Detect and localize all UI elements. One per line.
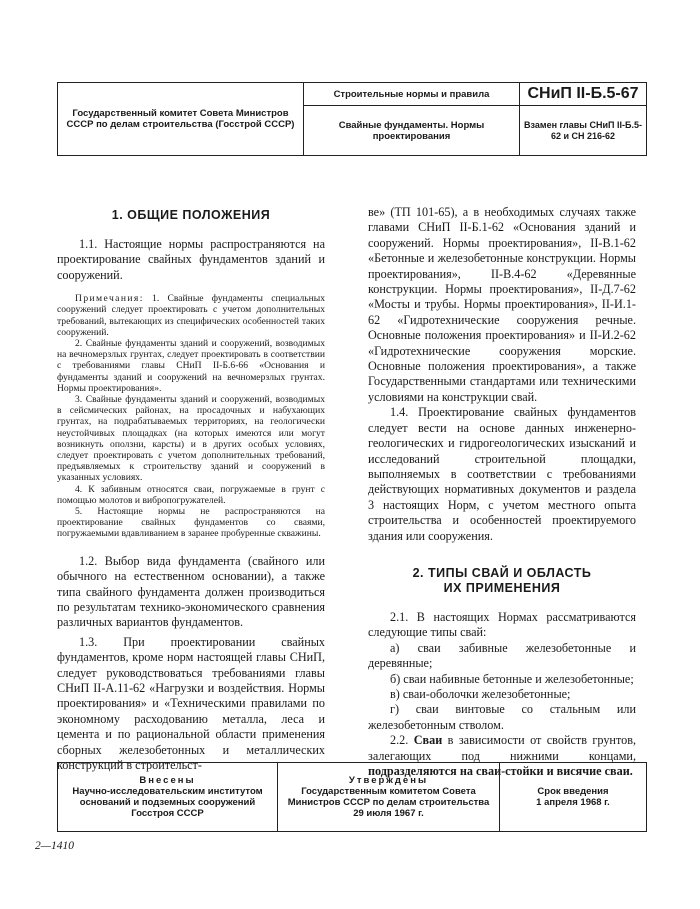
section-2-title <box>368 566 636 596</box>
list-item-a: а) сваи забивные железобетонные и деревянные; <box>368 640 636 671</box>
submitted-block <box>58 763 278 831</box>
document-title: Свайные фундаменты. Нормы проектирования <box>338 119 485 142</box>
section-2-title-line-1: 2. ТИПЫ СВАЙ И ОБЛАСТЬ <box>412 565 592 580</box>
approved-label: Утверждены <box>348 775 429 786</box>
page-code: 2—1410 <box>35 840 74 852</box>
p2-2-bold-end: подразделяются на сваи-стойки и висячие сваи. <box>368 764 633 778</box>
p2-2-number: 2.2. <box>390 733 414 748</box>
paragraph-1-3: 1.3. При проектировании свайных фундаментов, кроме норм настоящей главы СНиП, следует руководствоваться требованиями главы СНиП II-А.11-62 «Нагрузки и воздействия. Нормы проектирования» и «Техническими правилами по экономному расходованию металла, леса и цемента и по рациональной области применения сборных железобетонных и металлических конструкций в строительст- <box>57 634 325 772</box>
header-middle <box>304 83 520 155</box>
effective-label: Срок введения <box>537 786 609 797</box>
approved-by: Государственным комитетом Совета Министров СССР по делам строительства 29 июля 1967 г. <box>287 786 490 819</box>
submitted-by: Научно-исследовательским институтом оснований и подземных сооружений Госстроя СССР <box>72 786 263 819</box>
effective-date: 1 апреля 1968 г. <box>536 797 610 808</box>
section-2-title-line-2: ИХ ПРИМЕНЕНИЯ <box>443 580 561 595</box>
note-1 <box>57 293 325 338</box>
note-2: 2. Свайные фундаменты зданий и сооружений, возводимых на вечномерзлых грунтах, следует проектировать в соответствии с требованиями главы СНиП II-Б.6-66 «Основания и фундаменты зданий и сооружений на вечномерзлых грунтах. Нормы проектирования». <box>57 338 325 394</box>
notes-block <box>57 293 325 539</box>
note-1-text: 1. Свайные фундаменты специальных сооружений следует проектировать с учетом дополнительных требований, вытекающих из специфических особенностей таких сооружений. <box>57 293 325 338</box>
list-item-c: в) сваи-оболочки железобетонные; <box>390 686 571 701</box>
note-4: 4. К забивным относятся сваи, погружаемые в грунт с помощью молотов и вибропогружателей. <box>57 483 325 506</box>
notes-label: Примечания: <box>75 293 144 305</box>
paragraph-2-1: 2.1. В настоящих Нормах рассматриваются следующие типы свай: <box>368 609 636 640</box>
document-code: СНиП II-Б.5-67 <box>520 83 646 106</box>
norms-label: Строительные нормы и правила <box>304 83 519 106</box>
paragraph-1-4: 1.4. Проектирование свайных фундаментов следует вести на основе данных инженерно-геологических и гидрогеологических изысканий и исследований строительной площадки, выполняемых в соответствии с требованиями действующих нормативных документов и раздела 3 настоящих Норм, с учетом местного опыта строительства и особенностей проектируемого здания или сооружения. <box>368 405 636 543</box>
paragraph-1-2: 1.2. Выбор вида фундамента (свайного или обычного на естественном основании), а также типа свайного фундамента должен производиться по результатам технико-экономического сравнения различных вариантов фундаментов. <box>57 553 325 630</box>
right-column <box>368 205 636 779</box>
left-column <box>57 204 325 773</box>
approved-block <box>278 763 500 831</box>
paragraph-1-3-continued: ве» (ТП 101-65), а в необходимых случаях также главами СНиП II-Б.1-62 «Основания зданий и сооружений. Нормы проектирования», II-В.1-62 «Бетонные и железобетонные конструкции. Нормы проектирования», II-В.4-62 «Деревянные конструкции. Нормы проектирования», II-Д.7-62 «Мосты и трубы. Нормы проектирования», II-И.1-62 «Гидротехнические сооружения речные. Основные положения проектирования» и II-И.2-62 «Гидротехнические сооружения морские. Основные положения проектирования», а также Государственными стандартами или техническими условиями на конструкции свай. <box>368 205 636 404</box>
note-5: 5. Настоящие нормы не распространяются на проектирование свайных фундаментов со сваями, погружаемыми вдавливанием в заранее пробуренные скважины. <box>57 506 325 540</box>
document-footer <box>57 762 647 832</box>
header-right <box>520 83 646 155</box>
list-item-b: б) сваи набивные бетонные и железобетонные; <box>390 671 634 686</box>
p2-2-text: в зависимости от свойств грунтов, залегающих под нижними концами, <box>368 733 637 763</box>
replaces-note: Взамен главы СНиП II-Б.5-62 и СН 216-62 <box>524 120 642 141</box>
p2-2-bold-subject: Сваи <box>413 733 443 748</box>
section-1-title: 1. ОБЩИЕ ПОЛОЖЕНИЯ <box>111 208 271 222</box>
note-3: 3. Свайные фундаменты зданий и сооружений, возводимых в сейсмических районах, на просадочных и набухающих грунтах, на подрабатываемых территориях, на геологически неустойчивых площадках (на которых имеются или могут возникнуть оползни, карсты) и в других особых условиях, следует проектировать с учетом дополнительных требований, предъявляемых к строительству зданий и сооружений в указанных условиях. <box>57 394 325 484</box>
paragraph-1-1: 1.1. Настоящие нормы распространяются на проектирование свайных фундаментов зданий и сооружений. <box>57 237 325 282</box>
list-item-d: г) сваи винтовые со стальным или железобетонным стволом. <box>368 702 636 732</box>
issuing-committee: Государственный комитет Совета Министров СССР по делам строительства (Госстрой СССР) <box>58 83 304 155</box>
document-header <box>57 82 647 156</box>
effective-block <box>500 763 646 831</box>
submitted-label: Внесены <box>139 775 196 786</box>
